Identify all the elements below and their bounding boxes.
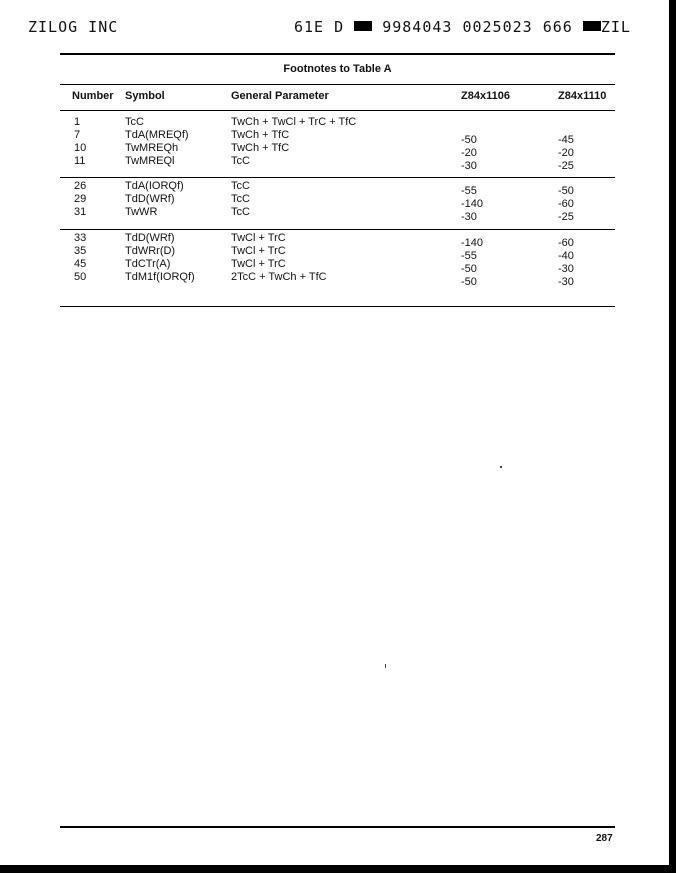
cell-z84x1106: -20 (461, 147, 477, 159)
col-header-z84x1110: Z84x1110 (558, 90, 607, 102)
cell-z84x1110: -25 (558, 211, 574, 223)
cell-parameter: TwCh + TfC (231, 129, 290, 141)
cell-number: 1 (74, 116, 81, 128)
group-rule (60, 229, 615, 230)
cell-parameter: TwCl + TrC (231, 232, 286, 244)
cell-parameter: TcC (231, 193, 250, 205)
cell-symbol: TwMREQl (125, 155, 175, 167)
cell-z84x1110: -20 (558, 147, 574, 159)
header-rule (60, 110, 615, 111)
cell-z84x1110: -30 (558, 263, 574, 275)
cell-z84x1110: -50 (558, 185, 574, 197)
cell-z84x1106: -140 (461, 237, 484, 249)
scan-speck (500, 466, 502, 468)
cell-z84x1106: -55 (461, 185, 477, 197)
cell-symbol: TdD(WRf) (125, 232, 175, 244)
header-code-line (294, 18, 631, 36)
cell-z84x1106: -50 (461, 276, 477, 288)
cell-number: 10 (74, 142, 87, 154)
cell-number: 31 (74, 206, 87, 218)
table-title: Footnotes to Table A (283, 63, 392, 75)
scan-speck (385, 664, 386, 668)
cell-number: 26 (74, 180, 87, 192)
cell-z84x1106: -50 (461, 134, 477, 146)
cell-z84x1110: -60 (558, 237, 574, 249)
cell-number: 33 (74, 232, 87, 244)
cell-symbol: TdA(IORQf) (125, 180, 184, 192)
col-header-number: Number (72, 90, 114, 102)
cell-number: 29 (74, 193, 87, 205)
cell-symbol: TdD(WRf) (125, 193, 175, 205)
page-number: 287 (596, 833, 613, 844)
cell-symbol: TdWRr(D) (125, 245, 176, 257)
cell-parameter: TcC (231, 180, 250, 192)
top-rule (60, 53, 615, 55)
cell-z84x1110: -30 (558, 276, 574, 288)
cell-parameter: TcC (231, 206, 250, 218)
black-block-icon (583, 21, 601, 31)
table-bottom-rule (60, 306, 615, 307)
footer-rule (60, 826, 615, 828)
cell-parameter: TwCl + TrC (231, 245, 286, 257)
cell-z84x1110: -25 (558, 160, 574, 172)
cell-z84x1106: -55 (461, 250, 477, 262)
cell-symbol: TdCTr(A) (125, 258, 171, 270)
cell-z84x1106: -50 (461, 263, 477, 275)
cell-z84x1110: -60 (558, 198, 574, 210)
cell-z84x1110: -40 (558, 250, 574, 262)
cell-number: 11 (74, 155, 86, 167)
cell-number: 50 (74, 271, 87, 283)
header-suffix: ZIL (600, 18, 631, 36)
black-block-icon (354, 21, 372, 31)
col-header-parameter: General Parameter (231, 90, 329, 102)
cell-parameter: TwCl + TrC (231, 258, 286, 270)
cell-parameter: 2TcC + TwCh + TfC (231, 271, 327, 283)
cell-symbol: TdA(MREQf) (125, 129, 189, 141)
cell-number: 7 (74, 129, 81, 141)
cell-z84x1110: -45 (558, 134, 574, 146)
cell-number: 45 (74, 258, 87, 270)
cell-z84x1106: -30 (461, 160, 477, 172)
header-numbers: 9984043 0025023 666 (382, 18, 573, 36)
header-code: 61E D (294, 18, 345, 36)
title-rule (60, 84, 615, 85)
group-rule (60, 177, 615, 178)
cell-parameter: TwCh + TfC (231, 142, 290, 154)
cell-symbol: TcC (125, 116, 144, 128)
cell-number: 35 (74, 245, 87, 257)
cell-symbol: TwMREQh (125, 142, 179, 154)
cell-parameter: TcC (231, 155, 250, 167)
cell-symbol: TwWR (125, 206, 158, 218)
cell-parameter: TwCh + TwCl + TrC + TfC (231, 116, 357, 128)
cell-symbol: TdM1f(IORQf) (125, 271, 195, 283)
cell-z84x1106: -30 (461, 211, 477, 223)
col-header-z84x1106: Z84x1106 (461, 90, 510, 102)
cell-z84x1106: -140 (461, 198, 484, 210)
header-company: ZILOG INC (28, 18, 119, 36)
col-header-symbol: Symbol (125, 90, 165, 102)
